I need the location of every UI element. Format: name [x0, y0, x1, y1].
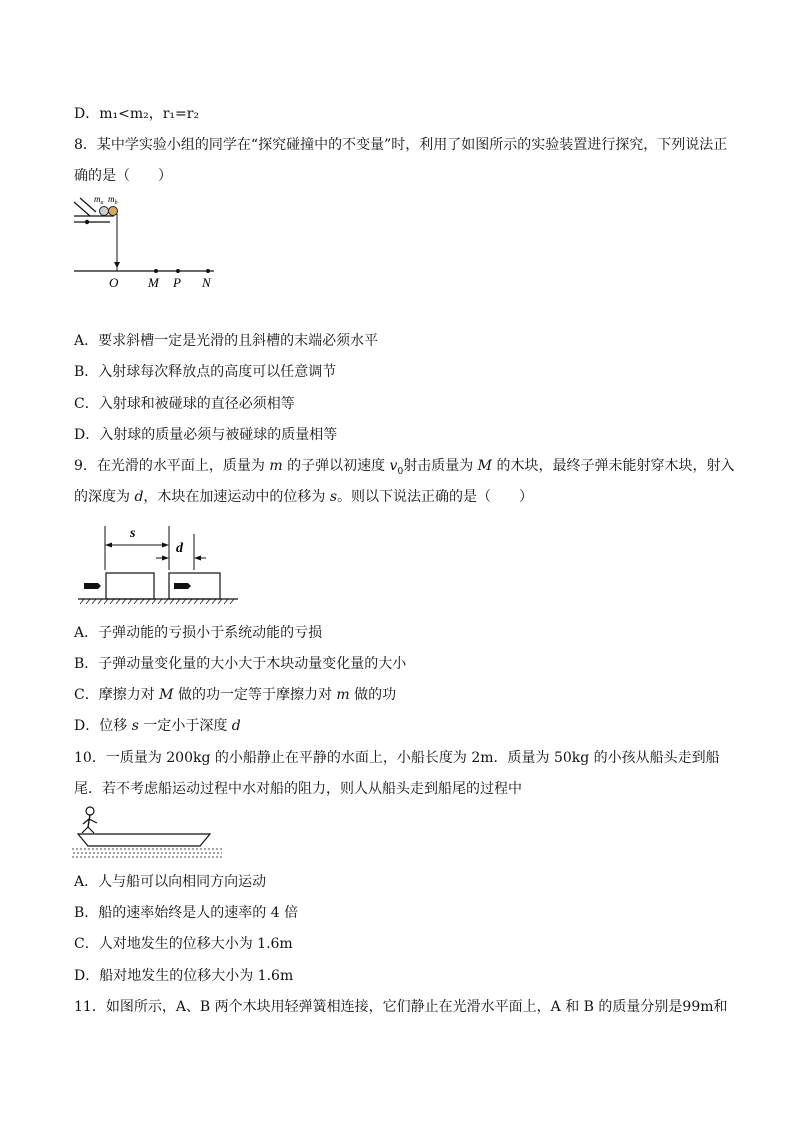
q9-bullet-block-figure: [74, 518, 244, 608]
q9-figure-label-d: d: [176, 541, 183, 556]
q8-stem-line2: 确的是（ ）: [74, 168, 172, 184]
q8-option-a: A．要求斜槽一定是光滑的且斜槽的末端必须水平: [74, 333, 379, 349]
q8-label-mb: $m_b$: [108, 194, 118, 206]
q8-label-M: M: [148, 275, 159, 290]
q9-figure-label-s: s: [130, 526, 136, 541]
q8-collision-apparatus-figure: [70, 192, 230, 292]
q10-option-d: D．船对地发生的位移大小为 1.6m: [74, 968, 294, 984]
q8-label-N: N: [202, 275, 211, 290]
q10-option-b: B．船的速率始终是人的速率的 4 倍: [74, 905, 299, 921]
q10-option-a: A．人与船可以向相同方向运动: [74, 874, 267, 890]
q8-option-d: D．入射球的质量必须与被碰球的质量相等: [74, 427, 338, 443]
q9-option-c: C．摩擦力对 M 做的功一定等于摩擦力对 m 做的功: [74, 687, 397, 703]
q9-option-a: A．子弹动能的亏损小于系统动能的亏损: [74, 625, 323, 641]
q8-option-c: C．入射球和被碰球的直径必须相等: [74, 396, 295, 412]
q8-stem-line1: 8．某中学实验小组的同学在“探究碰撞中的不变量”时，利用了如图所示的实验装置进行探究，下列说法正: [74, 137, 728, 153]
q9-option-d: D．位移 s 一定小于深度 d: [74, 718, 241, 734]
q10-boat-figure: [70, 802, 230, 866]
q7-option-d: D．m₁<m₂，r₁=r₂: [74, 106, 200, 122]
q9-option-b: B．子弹动量变化量的大小大于木块动量变化量的大小: [74, 656, 407, 672]
q9-stem-line1: 9．在光滑的水平面上，质量为 m 的子弹以初速度 $v_0$射击质量为 M 的木块，最终子弹未能射穿木块，射入: [74, 458, 735, 477]
q8-option-b: B．入射球每次释放点的高度可以任意调节: [74, 364, 337, 380]
q8-label-O: O: [109, 275, 119, 290]
q9-stem-line2: 的深度为 d，木块在加速运动中的位移为 s。则以下说法正确的是（ ）: [74, 489, 534, 505]
q8-label-ma: $m_a$: [94, 194, 104, 206]
q11-stem-line1: 11．如图所示，A、B 两个木块用轻弹簧相连接，它们静止在光滑水平面上，A 和 B 的质量分别是99m和: [74, 999, 728, 1015]
q8-label-P: P: [173, 275, 181, 290]
q10-stem-line1: 10．一质量为 200kg 的小船静止在平静的水面上，小船长度为 2m．质量为 50kg 的小孩从船头走到船: [74, 750, 720, 766]
q10-option-c: C．人对地发生的位移大小为 1.6m: [74, 936, 293, 952]
q10-stem-line2: 尾．若不考虑船运动过程中水对船的阻力，则人从船头走到船尾的过程中: [74, 781, 522, 797]
